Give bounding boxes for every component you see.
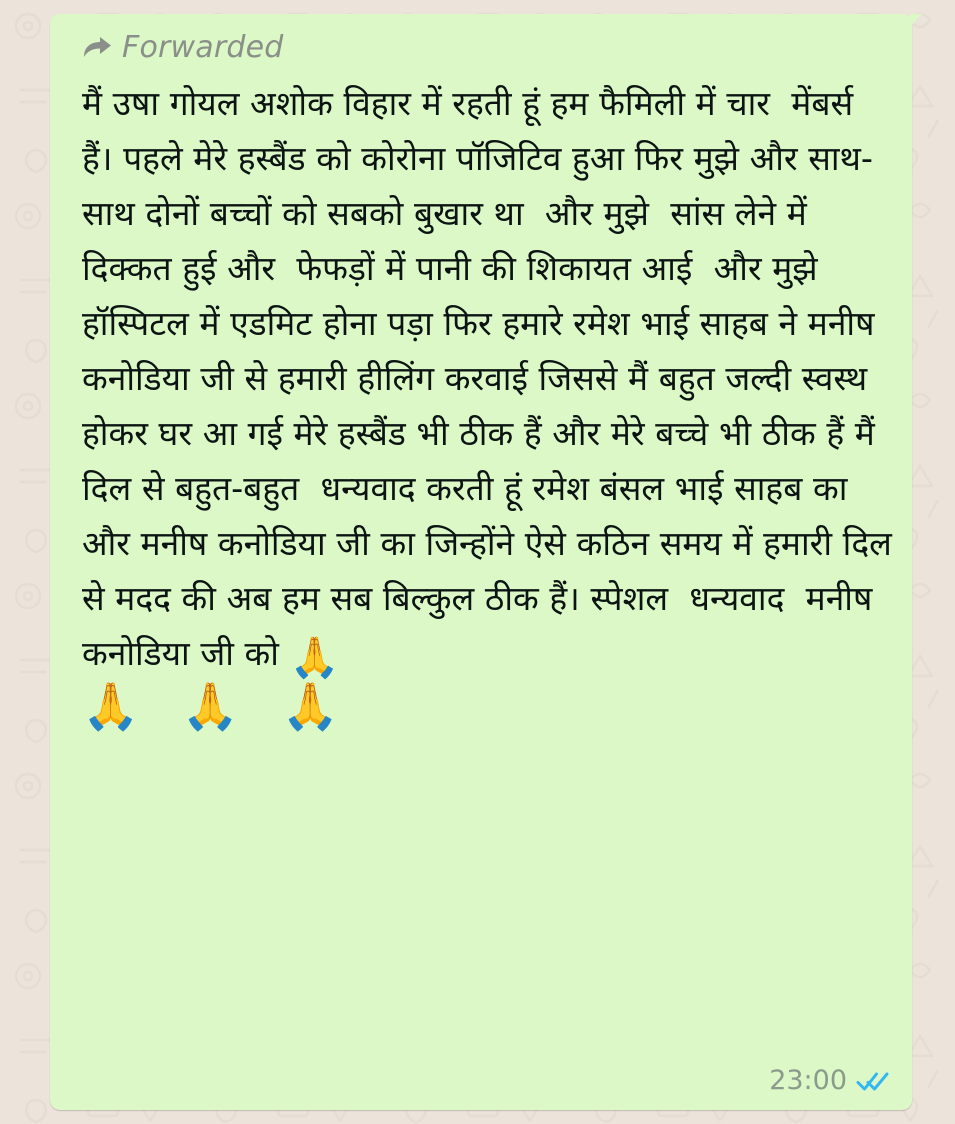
forwarded-indicator: [68, 26, 896, 70]
message-timestamp: 23:00: [769, 1065, 847, 1096]
message-bubble[interactable]: [50, 14, 912, 1110]
message-body-string: मैं उषा गोयल अशोक विहार में रहती हूं हम फैमिली में चार मेंबर्स हैं। पहले मेरे हस्बैंड को कोरोना पॉजिटिव हुआ फिर मुझे और साथ-साथ दोनों बच्चों को सबको बुखार था और मुझे सांस लेने में दिक्कत हुई और फेफड़ों में पानी की शिकायत आई और मुझे हॉस्पिटल में एडमिट होना पड़ा फिर हमारे रमेश भाई साहब ने मनीष कनोडिया जी से हमारी हीलिंग करवाई जिससे मैं बहुत जल्दी स्वस्थ होकर घर आ गई मेरे हस्बैंड भी ठीक हैं और मेरे बच्चे भी ठीक हैं मैं दिल से बहुत-बहुत धन्यवाद करती हूं रमेश बंसल भाई साहब का और मनीष कनोडिया जी का जिन्होंने ऐसे कठिन समय में हमारी दिल से मदद की अब हम सब बिल्कुल ठीक हैं। स्पेशल धन्यवाद मनीष कनोडिया जी को: [82, 84, 903, 673]
emoji-row: [68, 679, 896, 733]
bubble-tail: [910, 14, 922, 27]
double-check-read-icon: [856, 1069, 890, 1093]
forwarded-label: Forwarded: [122, 30, 284, 65]
folded-hands-emoji-inline: 🙏: [289, 635, 340, 681]
forwarded-arrow-icon: [82, 36, 112, 60]
message-body-text: [68, 76, 903, 681]
message-meta: [769, 1065, 890, 1096]
folded-hands-emoji-row: 🙏 🙏 🙏: [82, 679, 354, 733]
